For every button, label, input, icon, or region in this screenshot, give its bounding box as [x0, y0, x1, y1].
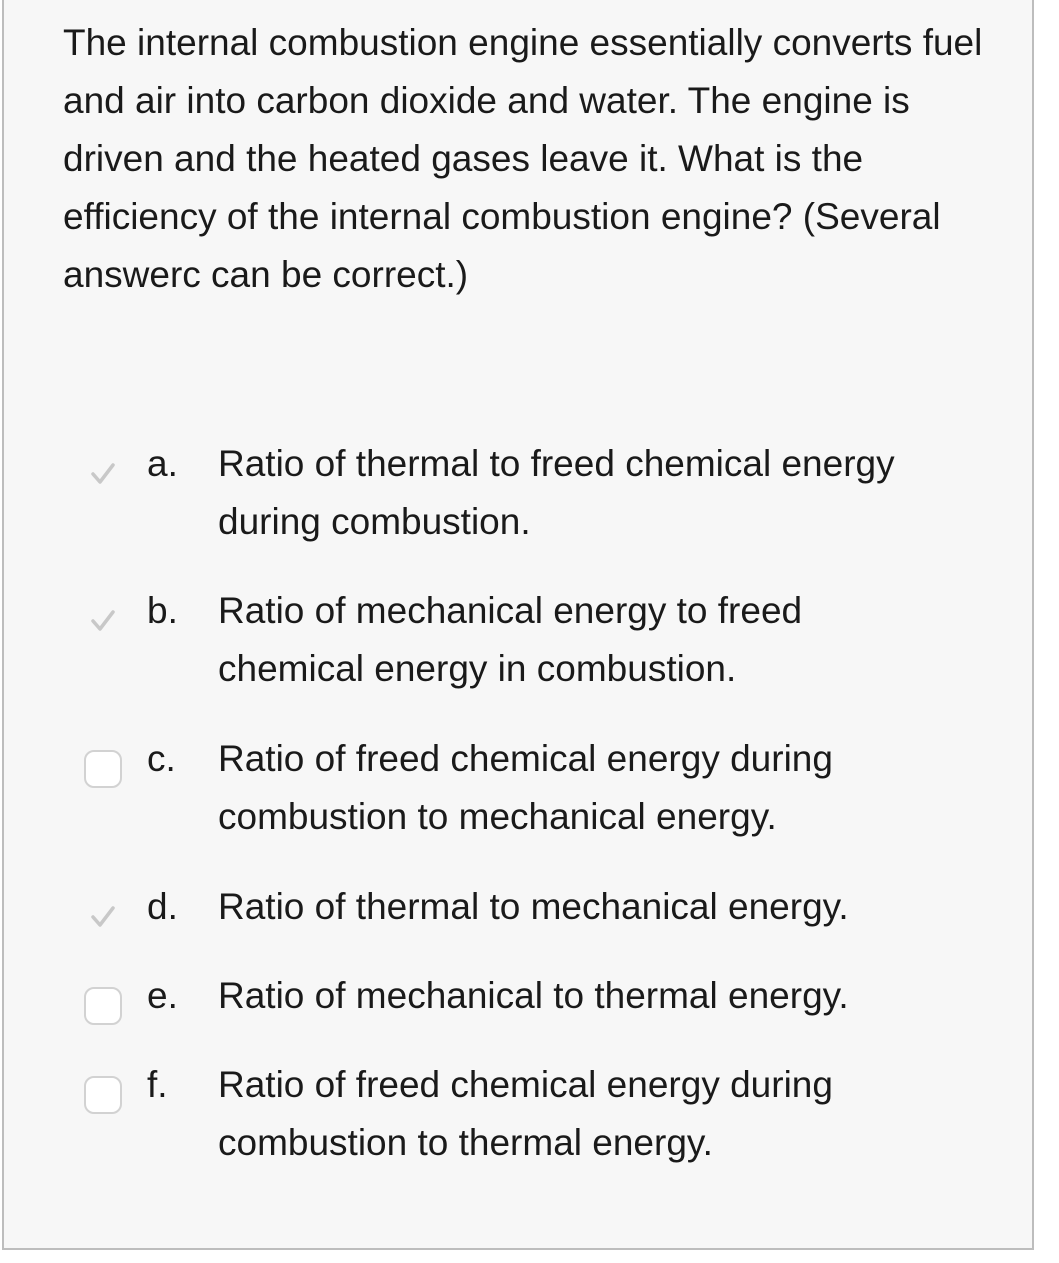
check-icon [84, 602, 122, 640]
question-text: The internal combustion engine essentially converts fuel and air into carbon dioxide and water. The engine is driven and the heated gases leave it. What is the efficiency of the internal combustion engine? (Several answerc can be correct.) [63, 22, 983, 295]
check-icon [84, 898, 122, 936]
option-letter: c. [147, 738, 176, 779]
option-letter: f. [147, 1064, 168, 1105]
option-letter: e. [147, 975, 178, 1016]
question-card [2, 0, 1034, 1250]
option-text: Ratio of mechanical energy to freed chemical energy in combustion. [218, 590, 803, 689]
checkbox[interactable] [84, 987, 122, 1025]
checkbox[interactable] [84, 750, 122, 788]
option-text: Ratio of thermal to mechanical energy. [218, 886, 849, 927]
option-text: Ratio of mechanical to thermal energy. [218, 975, 849, 1016]
option-letter: d. [147, 886, 178, 927]
option-text: Ratio of freed chemical energy during combustion to thermal energy. [218, 1064, 833, 1163]
option-letter: b. [147, 590, 178, 631]
option-letter: a. [147, 443, 178, 484]
option-text: Ratio of freed chemical energy during combustion to mechanical energy. [218, 738, 833, 837]
check-icon [84, 455, 122, 493]
checkbox[interactable] [84, 1076, 122, 1114]
option-text: Ratio of thermal to freed chemical energy during combustion. [218, 443, 895, 542]
